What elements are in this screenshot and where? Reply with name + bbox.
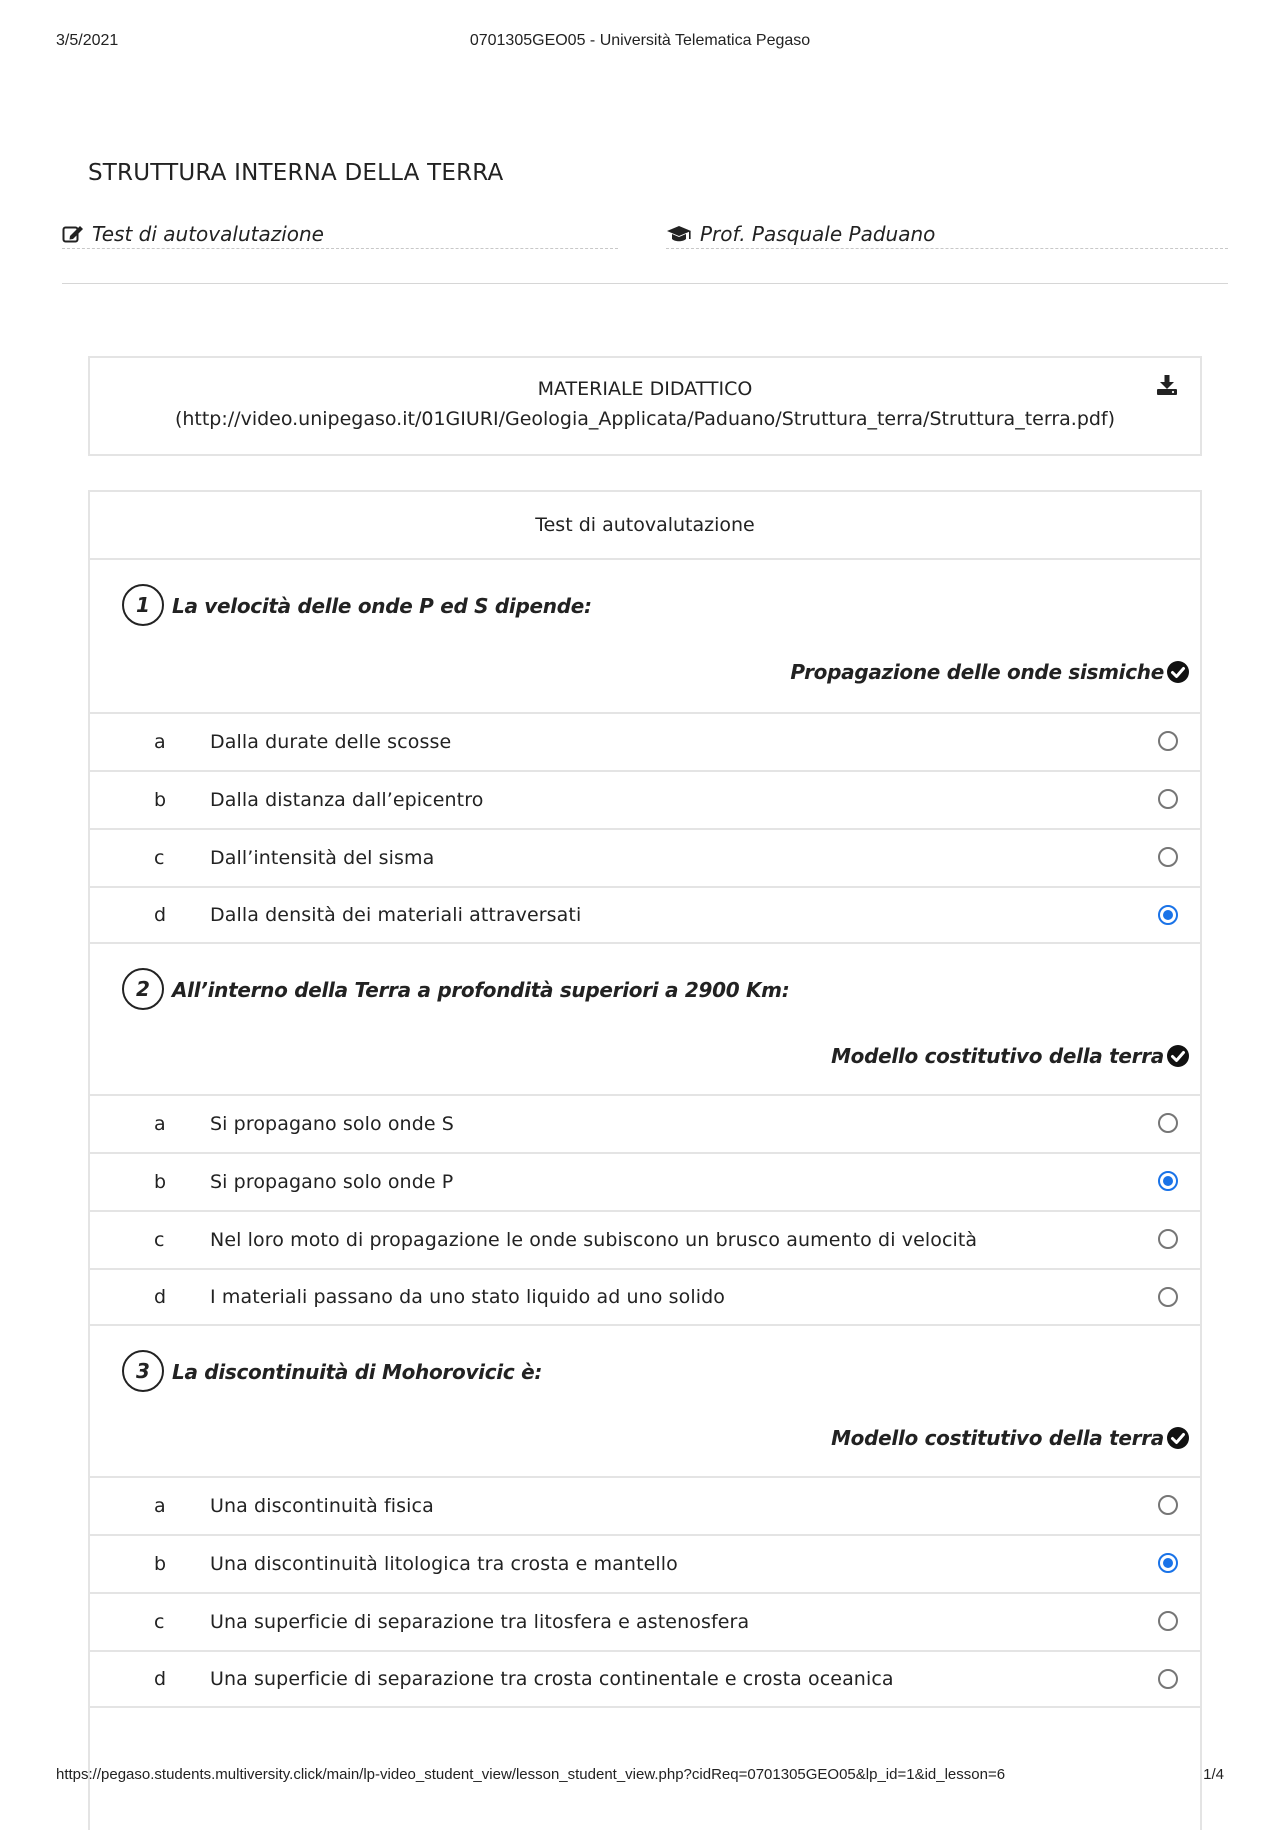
answer-letter: b — [154, 1171, 167, 1193]
answer-text: Dalla durate delle scosse — [210, 731, 452, 753]
question-text: All’interno della Terra a profondità superiori a 2900 Km: — [172, 978, 790, 1002]
lesson-type-label: Test di autovalutazione — [92, 222, 324, 246]
answer-text: Nel loro moto di propagazione le onde subiscono un brusco aumento di velocità — [210, 1229, 978, 1251]
question-block — [90, 944, 1200, 1326]
answer-letter: b — [154, 789, 167, 811]
print-date: 3/5/2021 — [56, 32, 119, 49]
answer-letter: b — [154, 1553, 167, 1575]
answer-option[interactable] — [90, 712, 1200, 770]
answer-option[interactable] — [90, 1268, 1200, 1326]
question-number: 2 — [122, 968, 164, 1010]
answer-letter: d — [154, 904, 167, 926]
answer-letter: c — [154, 1611, 165, 1633]
question-number: 3 — [122, 1350, 164, 1392]
answer-radio[interactable] — [1158, 1171, 1178, 1191]
answer-text: Una superficie di separazione tra crosta continentale e crosta oceanica — [210, 1668, 894, 1690]
answer-option[interactable] — [90, 1210, 1200, 1268]
lesson-title: STRUTTURA INTERNA DELLA TERRA — [88, 160, 504, 186]
check-circle-icon — [1166, 1426, 1190, 1450]
edit-icon — [62, 224, 84, 244]
divider — [62, 283, 1228, 284]
answer-text: Una superficie di separazione tra litosfera e astenosfera — [210, 1611, 750, 1633]
answer-text: Una discontinuità fisica — [210, 1495, 434, 1517]
download-icon[interactable] — [1156, 374, 1178, 400]
answer-option[interactable] — [90, 828, 1200, 886]
answer-text: Dalla distanza dall’epicentro — [210, 789, 484, 811]
material-box — [88, 356, 1202, 456]
page-number: 1/4 — [1203, 1766, 1224, 1783]
lesson-teacher — [666, 220, 1228, 249]
answer-radio[interactable] — [1158, 731, 1178, 751]
answer-text: Si propagano solo onde S — [210, 1113, 454, 1135]
question-header — [90, 560, 1200, 712]
questions-list — [90, 560, 1200, 1708]
material-title: MATERIALE DIDATTICO — [537, 378, 753, 400]
test-heading: Test di autovalutazione — [90, 492, 1200, 560]
topic-label: Modello costitutivo della terra — [831, 1426, 1164, 1450]
answer-option[interactable] — [90, 1650, 1200, 1708]
question-text: La velocità delle onde P ed S dipende: — [172, 594, 592, 618]
question-topic — [831, 1426, 1190, 1450]
question-text: La discontinuità di Mohorovicic è: — [172, 1360, 543, 1384]
answer-radio[interactable] — [1158, 1553, 1178, 1573]
answer-option[interactable] — [90, 1476, 1200, 1534]
answer-radio[interactable] — [1158, 905, 1178, 925]
answer-radio[interactable] — [1158, 1495, 1178, 1515]
answer-text: Dalla densità dei materiali attraversati — [210, 904, 582, 926]
answer-radio[interactable] — [1158, 1113, 1178, 1133]
answer-radio[interactable] — [1158, 1611, 1178, 1631]
answer-radio[interactable] — [1158, 1229, 1178, 1249]
check-circle-icon — [1166, 1044, 1190, 1068]
lesson-type — [62, 220, 618, 249]
question-header — [90, 944, 1200, 1094]
topic-label: Propagazione delle onde sismiche — [790, 660, 1164, 684]
question-block — [90, 1326, 1200, 1708]
graduation-cap-icon — [666, 224, 692, 244]
answer-radio[interactable] — [1158, 1669, 1178, 1689]
answer-option[interactable] — [90, 1094, 1200, 1152]
question-number: 1 — [122, 584, 164, 626]
answer-text: Dall’intensità del sisma — [210, 847, 435, 869]
answer-letter: a — [154, 731, 166, 753]
answer-option[interactable] — [90, 1592, 1200, 1650]
answer-letter: d — [154, 1286, 167, 1308]
test-panel — [88, 490, 1202, 1830]
answer-letter: c — [154, 1229, 165, 1251]
question-header — [90, 1326, 1200, 1476]
answer-radio[interactable] — [1158, 789, 1178, 809]
answer-letter: c — [154, 847, 165, 869]
answer-text: Si propagano solo onde P — [210, 1171, 454, 1193]
answer-letter: d — [154, 1668, 167, 1690]
print-page-title: 0701305GEO05 - Università Telematica Pegaso — [469, 32, 811, 49]
answer-option[interactable] — [90, 886, 1200, 944]
question-topic — [831, 1044, 1190, 1068]
check-circle-icon — [1166, 660, 1190, 684]
question-topic — [790, 660, 1190, 684]
question-block — [90, 560, 1200, 944]
answer-radio[interactable] — [1158, 1287, 1178, 1307]
answer-option[interactable] — [90, 1534, 1200, 1592]
material-link[interactable]: (http://video.unipegaso.it/01GIURI/Geologia_Applicata/Paduano/Struttura_terra/Struttura_terra.pdf) — [174, 408, 1116, 430]
answer-radio[interactable] — [1158, 847, 1178, 867]
page-url: https://pegaso.students.multiversity.click/main/lp-video_student_view/lesson_student_view.php?cidReq=0701305GEO05&lp_id=1&id_lesson=6 — [56, 1766, 1006, 1783]
answer-letter: a — [154, 1495, 166, 1517]
answer-option[interactable] — [90, 770, 1200, 828]
teacher-name: Prof. Pasquale Paduano — [700, 222, 936, 246]
answer-text: Una discontinuità litologica tra crosta e mantello — [210, 1553, 678, 1575]
topic-label: Modello costitutivo della terra — [831, 1044, 1164, 1068]
answer-letter: a — [154, 1113, 166, 1135]
answer-option[interactable] — [90, 1152, 1200, 1210]
answer-text: I materiali passano da uno stato liquido ad uno solido — [210, 1286, 726, 1308]
